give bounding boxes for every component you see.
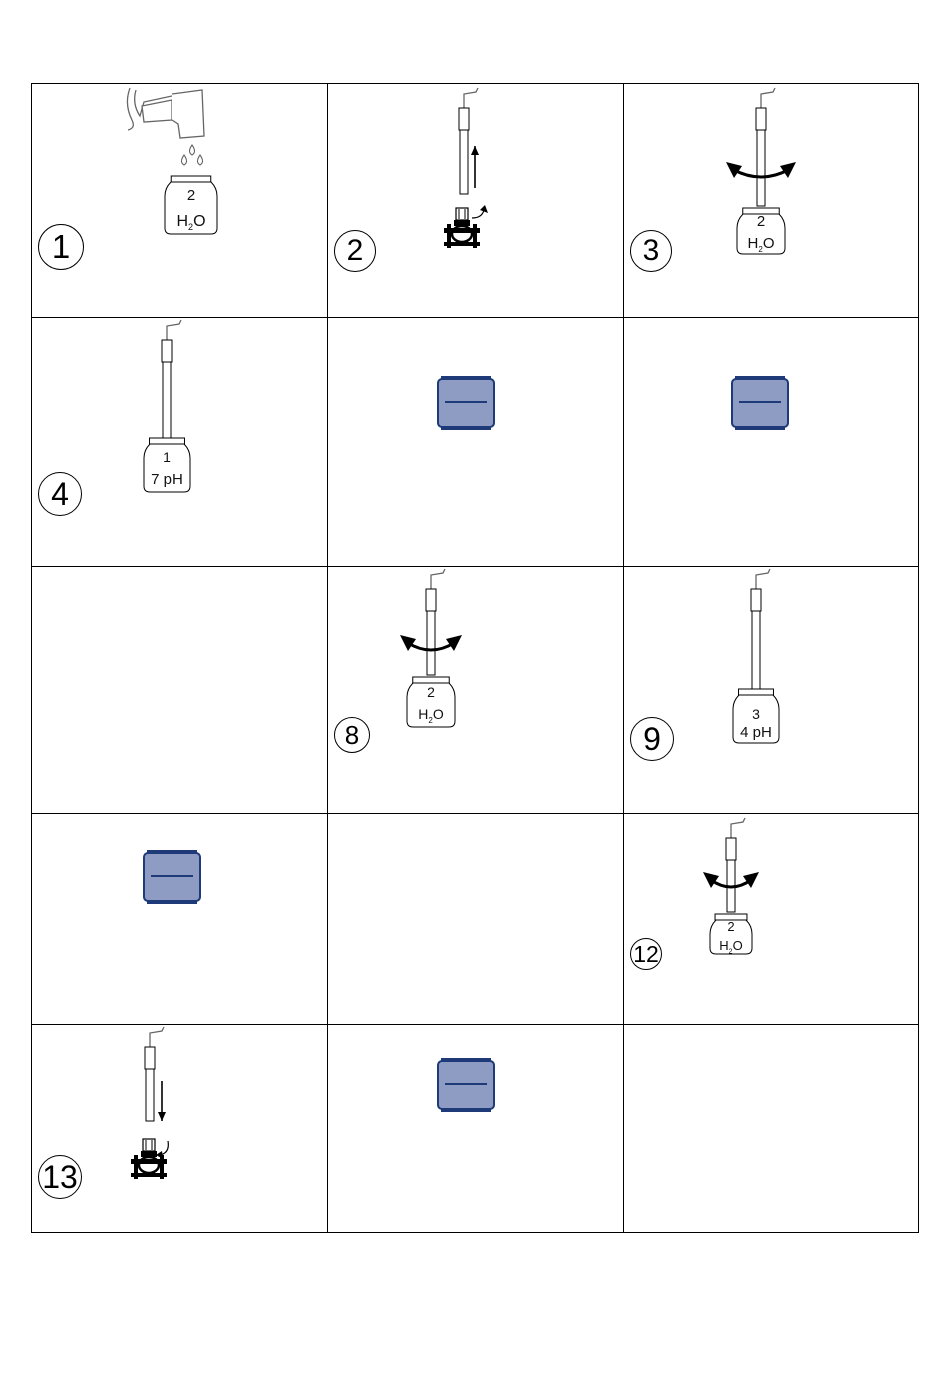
cell-illustration bbox=[624, 1025, 919, 1233]
step-12-cell bbox=[623, 813, 919, 1025]
beaker-content-label: $H_2O$ bbox=[719, 938, 743, 956]
cell-illustration bbox=[328, 814, 624, 1025]
step-4-cell bbox=[31, 317, 328, 567]
display-panel-icon bbox=[144, 850, 200, 904]
pipe-fitting-icon bbox=[131, 1139, 167, 1179]
grid-cell bbox=[31, 813, 328, 1025]
cell-illustration bbox=[32, 318, 328, 567]
step-number-3: 3 bbox=[630, 230, 672, 272]
beaker-content-label: $H_2O$ bbox=[747, 235, 775, 254]
probe-icon bbox=[726, 818, 745, 912]
grid-cell bbox=[327, 813, 624, 1025]
beaker-number-label: 2 bbox=[756, 213, 766, 230]
beaker-number-label: 2 bbox=[186, 187, 196, 204]
cell-illustration bbox=[624, 84, 919, 318]
step-number-2: 2 bbox=[334, 230, 376, 272]
cell-illustration bbox=[32, 567, 328, 814]
step-number-1: 1 bbox=[38, 224, 84, 270]
beaker-content-label: $H_2O$ bbox=[418, 706, 444, 725]
cell-illustration bbox=[328, 567, 624, 814]
step-number-13: 13 bbox=[38, 1155, 82, 1199]
step-8-cell bbox=[327, 566, 624, 814]
beaker-content-label: $H_2O$ bbox=[176, 213, 206, 233]
grid-cell bbox=[31, 566, 328, 814]
grid-cell bbox=[623, 317, 919, 567]
grid-cell bbox=[327, 317, 624, 567]
beaker-number-label: 2 bbox=[427, 684, 435, 700]
beaker-content-label: 4 pH bbox=[740, 724, 772, 741]
step-number-8: 8 bbox=[334, 717, 370, 753]
cell-illustration bbox=[624, 814, 919, 1025]
beaker-number-label: 3 bbox=[752, 706, 760, 722]
beaker-number-label: 2 bbox=[727, 919, 735, 934]
probe-icon bbox=[145, 1027, 164, 1121]
display-panel-icon bbox=[732, 376, 788, 430]
cell-illustration bbox=[624, 567, 919, 814]
probe-icon bbox=[751, 569, 770, 689]
step-13-cell bbox=[31, 1024, 328, 1233]
step-number-4: 4 bbox=[38, 472, 82, 516]
step-number-12: 12 bbox=[630, 938, 662, 970]
down-arrow-icon bbox=[158, 1081, 166, 1121]
cell-illustration bbox=[32, 1025, 328, 1233]
display-panel-icon bbox=[438, 1058, 494, 1112]
step-1-cell bbox=[31, 83, 328, 318]
tap-icon bbox=[127, 88, 204, 138]
step-2-cell bbox=[327, 83, 624, 318]
cell-illustration bbox=[328, 1025, 624, 1233]
pipe-fitting-icon bbox=[444, 208, 480, 248]
water-drops-icon bbox=[182, 145, 203, 165]
up-arrow-icon bbox=[471, 146, 479, 188]
cell-illustration bbox=[328, 318, 624, 567]
step-9-cell bbox=[623, 566, 919, 814]
step-number-9: 9 bbox=[630, 717, 674, 761]
probe-icon bbox=[756, 88, 775, 206]
cell-illustration bbox=[328, 84, 624, 318]
cell-illustration bbox=[624, 318, 919, 567]
tighten-arrow-head bbox=[156, 1151, 163, 1159]
step-3-cell bbox=[623, 83, 919, 318]
probe-icon bbox=[162, 320, 181, 438]
grid-cell bbox=[623, 1024, 919, 1233]
cell-illustration bbox=[32, 814, 328, 1025]
procedure-grid bbox=[31, 83, 919, 1233]
beaker-number-label: 1 bbox=[163, 449, 171, 465]
probe-icon bbox=[426, 569, 445, 675]
grid-cell bbox=[327, 1024, 624, 1233]
display-panel-icon bbox=[438, 376, 494, 430]
beaker-content-label: 7 pH bbox=[151, 471, 183, 488]
release-arrow-icon bbox=[472, 210, 484, 218]
